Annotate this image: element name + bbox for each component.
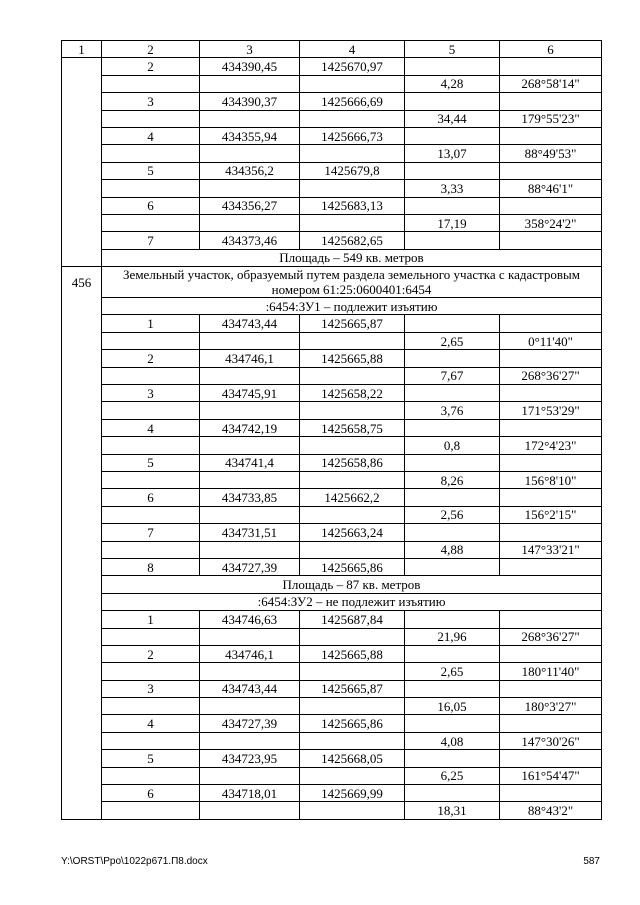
table-cell [405,58,500,75]
table-cell: 1 [102,315,200,332]
table-row [62,750,602,767]
table-cell: 1425665,88 [300,350,405,367]
table-cell: 147°30'26" [500,732,602,749]
table-cell [405,127,500,144]
table-cell [405,162,500,179]
table-cell [500,454,602,471]
table-cell [500,785,602,802]
table-cell: 88°49'53" [500,145,602,162]
table-cell: 2,56 [405,506,500,523]
table-cell [300,541,405,558]
table-cell: 434718,01 [200,785,300,802]
table-cell: 1 [102,611,200,628]
table-cell: 1425658,22 [300,385,405,402]
table-cell [102,110,200,127]
table-cell: 5 [102,750,200,767]
table-cell [102,214,200,231]
table-cell: 4,08 [405,732,500,749]
table-cell: 6,25 [405,767,500,784]
table-row [62,315,602,332]
table-cell: 18,31 [405,802,500,819]
table-cell: 2,65 [405,332,500,349]
table-cell: 1425687,84 [300,611,405,628]
table-cell: 434743,44 [200,315,300,332]
table-cell: 268°36'27" [500,628,602,645]
table-cell: 2 [102,58,200,75]
table-cell: 34,44 [405,110,500,127]
table-row [62,298,602,315]
table-row [62,75,602,92]
table-cell [500,750,602,767]
table-cell: 4 [102,419,200,436]
table-row [62,162,602,179]
table-cell [300,145,405,162]
table-cell: 434373,46 [200,232,300,249]
table-cell [500,93,602,110]
table-cell: 434727,39 [200,715,300,732]
table-cell [500,558,602,575]
table-cell [300,663,405,680]
table-cell [405,232,500,249]
table-cell [500,385,602,402]
table-cell: 434741,4 [200,454,300,471]
table-cell [500,127,602,144]
table-cell [300,506,405,523]
table-cell: 179°55'23" [500,110,602,127]
table-cell: 1425665,86 [300,558,405,575]
coordinates-table [61,40,602,820]
table-cell [405,93,500,110]
table-cell [405,558,500,575]
table-cell: 180°3'27" [500,698,602,715]
table-cell: 434356,2 [200,162,300,179]
table-cell [102,402,200,419]
table-cell: 6 [102,489,200,506]
table-cell: 1425658,75 [300,419,405,436]
table-cell: 1425683,13 [300,197,405,214]
table-cell [200,437,300,454]
table-cell: 1425682,65 [300,232,405,249]
table-cell [102,75,200,92]
table-cell [500,232,602,249]
table-row [62,58,602,75]
table-cell: 1425666,73 [300,127,405,144]
table-cell: 1425663,24 [300,524,405,541]
table-cell [405,419,500,436]
table-cell: 434355,94 [200,127,300,144]
header-row [62,41,602,58]
table-cell [500,197,602,214]
table-cell [405,315,500,332]
area-row: Площадь – 549 кв. метров [102,249,602,266]
table-cell: 434746,1 [200,645,300,662]
table-cell: 1425665,88 [300,645,405,662]
table-cell [300,698,405,715]
table-cell: 1425679,8 [300,162,405,179]
table-row [62,350,602,367]
table-cell [300,437,405,454]
table-cell [500,315,602,332]
table-cell [500,645,602,662]
table-cell [200,214,300,231]
table-cell: 171°53'29" [500,402,602,419]
table-cell [405,350,500,367]
table-cell [102,180,200,197]
table-cell [405,197,500,214]
table-cell: 434390,37 [200,93,300,110]
table-cell: 4,88 [405,541,500,558]
table-cell [405,385,500,402]
table-cell [405,750,500,767]
table-cell: 13,07 [405,145,500,162]
table-row [62,249,602,266]
footer-file-path: Y:\ORST\Ppo\1022p671.П8.docx [61,856,208,867]
table-row [62,611,602,628]
table-cell: 434742,19 [200,419,300,436]
table-cell [300,180,405,197]
table-cell [500,611,602,628]
table-cell: 7 [102,232,200,249]
table-cell [405,611,500,628]
table-cell: 1425665,87 [300,315,405,332]
table-row [62,524,602,541]
table-cell: 172°4'23" [500,437,602,454]
table-cell [102,767,200,784]
table-row [62,367,602,384]
table-cell [405,489,500,506]
table-cell [200,732,300,749]
table-cell: 434746,1 [200,350,300,367]
table-cell: 88°43'2" [500,802,602,819]
table-cell: 3 [102,385,200,402]
table-cell [300,214,405,231]
table-cell: 434390,45 [200,58,300,75]
table-cell [200,332,300,349]
table-cell [500,419,602,436]
table-cell [300,767,405,784]
table-row [62,402,602,419]
table-cell [200,367,300,384]
table-cell [500,350,602,367]
table-cell [300,110,405,127]
table-cell [200,471,300,488]
table-cell: 21,96 [405,628,500,645]
table-row [62,232,602,249]
table-cell [200,402,300,419]
table-row [62,767,602,784]
table-cell [102,437,200,454]
table-cell: 1425668,05 [300,750,405,767]
table-cell [300,732,405,749]
table-cell: 2 [102,645,200,662]
table-row [62,127,602,144]
table-cell [500,715,602,732]
table-row [62,593,602,610]
table-cell [200,767,300,784]
header-cell: 2 [102,41,200,58]
table-row [62,680,602,697]
table-cell: 6 [102,785,200,802]
table-cell [102,506,200,523]
table-row [62,663,602,680]
table-cell: 1425670,97 [300,58,405,75]
table-cell: 268°58'14" [500,75,602,92]
table-cell [200,541,300,558]
table-cell: 434745,91 [200,385,300,402]
table-cell: 7,67 [405,367,500,384]
table-cell: 434743,44 [200,680,300,697]
table-cell [102,732,200,749]
table-cell [300,75,405,92]
table-cell: 7 [102,524,200,541]
table-cell [102,628,200,645]
table-cell: 1425666,69 [300,93,405,110]
table-row [62,785,602,802]
table-row [62,645,602,662]
table-cell: 2,65 [405,663,500,680]
table-row [62,110,602,127]
table-cell [200,110,300,127]
table-cell: 434733,85 [200,489,300,506]
row-number-cell: 456 [62,267,102,820]
table-cell [405,715,500,732]
table-cell: 3 [102,93,200,110]
table-cell [300,802,405,819]
table-cell: 147°33'21" [500,541,602,558]
table-cell: 1425665,86 [300,715,405,732]
table-cell [200,75,300,92]
table-cell: 180°11'40" [500,663,602,680]
table-cell: 1425658,86 [300,454,405,471]
table-cell [500,162,602,179]
table-cell: 1425665,87 [300,680,405,697]
table-cell [102,541,200,558]
table-cell [200,663,300,680]
header-cell: 6 [500,41,602,58]
table-row [62,732,602,749]
table-cell [102,332,200,349]
table-cell: 1425662,2 [300,489,405,506]
table-cell: 6 [102,197,200,214]
table-cell: 8 [102,558,200,575]
table-cell [405,645,500,662]
table-cell [200,506,300,523]
table-row [62,145,602,162]
table-cell [405,454,500,471]
table-cell [102,471,200,488]
table-cell: 156°2'15" [500,506,602,523]
table-cell [500,58,602,75]
table-cell: 434723,95 [200,750,300,767]
table-row [62,698,602,715]
table-row [62,715,602,732]
table-cell: 3 [102,680,200,697]
header-cell: 1 [62,41,102,58]
table-cell [500,680,602,697]
table-cell [200,180,300,197]
table-cell: 434356,27 [200,197,300,214]
table-row [62,541,602,558]
table-cell: 88°46'1" [500,180,602,197]
table-cell: 434746,63 [200,611,300,628]
table-cell [200,698,300,715]
table-cell: 5 [102,162,200,179]
table-row [62,419,602,436]
table-cell [405,524,500,541]
row-number-cell [62,58,102,267]
table-cell: 268°36'27" [500,367,602,384]
table-row [62,437,602,454]
table-cell: 0°11'40" [500,332,602,349]
table-row [62,180,602,197]
table-row [62,197,602,214]
footer-page-number: 587 [583,856,600,867]
table-cell [500,489,602,506]
table-cell [405,680,500,697]
table-row [62,489,602,506]
table-row [62,558,602,575]
table-row [62,93,602,110]
table-cell [102,663,200,680]
table-cell [405,785,500,802]
table-cell: 4 [102,127,200,144]
table-cell [300,367,405,384]
table-cell [300,332,405,349]
table-cell: 1425669,99 [300,785,405,802]
table-cell: 0,8 [405,437,500,454]
table-cell: 358°24'2" [500,214,602,231]
table-cell: 2 [102,350,200,367]
table-cell: 3,76 [405,402,500,419]
section-title: Земельный участок, образуемый путем раздела земельного участка с кадастровым номером 61:25:0600401:6454 [102,267,602,298]
table-row [62,802,602,819]
table-cell [102,145,200,162]
table-row [62,385,602,402]
table-cell [200,145,300,162]
table-cell: 156°8'10" [500,471,602,488]
table-cell [200,628,300,645]
table-cell: 434731,51 [200,524,300,541]
header-cell: 4 [300,41,405,58]
table-cell [300,471,405,488]
table-row [62,214,602,231]
header-cell: 3 [200,41,300,58]
subsection-label: :6454:ЗУ1 – подлежит изъятию [102,298,602,315]
table-cell [500,524,602,541]
table-cell: 4 [102,715,200,732]
header-cell: 5 [405,41,500,58]
table-cell [102,802,200,819]
table-cell: 161°54'47" [500,767,602,784]
table-cell: 5 [102,454,200,471]
table-row [62,332,602,349]
table-cell [200,802,300,819]
table-cell: 3,33 [405,180,500,197]
table-row [62,576,602,593]
table-cell [300,402,405,419]
table-cell: 4,28 [405,75,500,92]
table-cell [102,367,200,384]
table-cell [102,698,200,715]
table-row [62,628,602,645]
table-cell: 16,05 [405,698,500,715]
table-cell: 17,19 [405,214,500,231]
area-row: Площадь – 87 кв. метров [102,576,602,593]
table-cell [300,628,405,645]
table-row [62,454,602,471]
table-row [62,471,602,488]
table-row [62,267,602,298]
table-row [62,506,602,523]
table-cell: 434727,39 [200,558,300,575]
table-cell: 8,26 [405,471,500,488]
subsection-label: :6454:ЗУ2 – не подлежит изъятию [102,593,602,610]
